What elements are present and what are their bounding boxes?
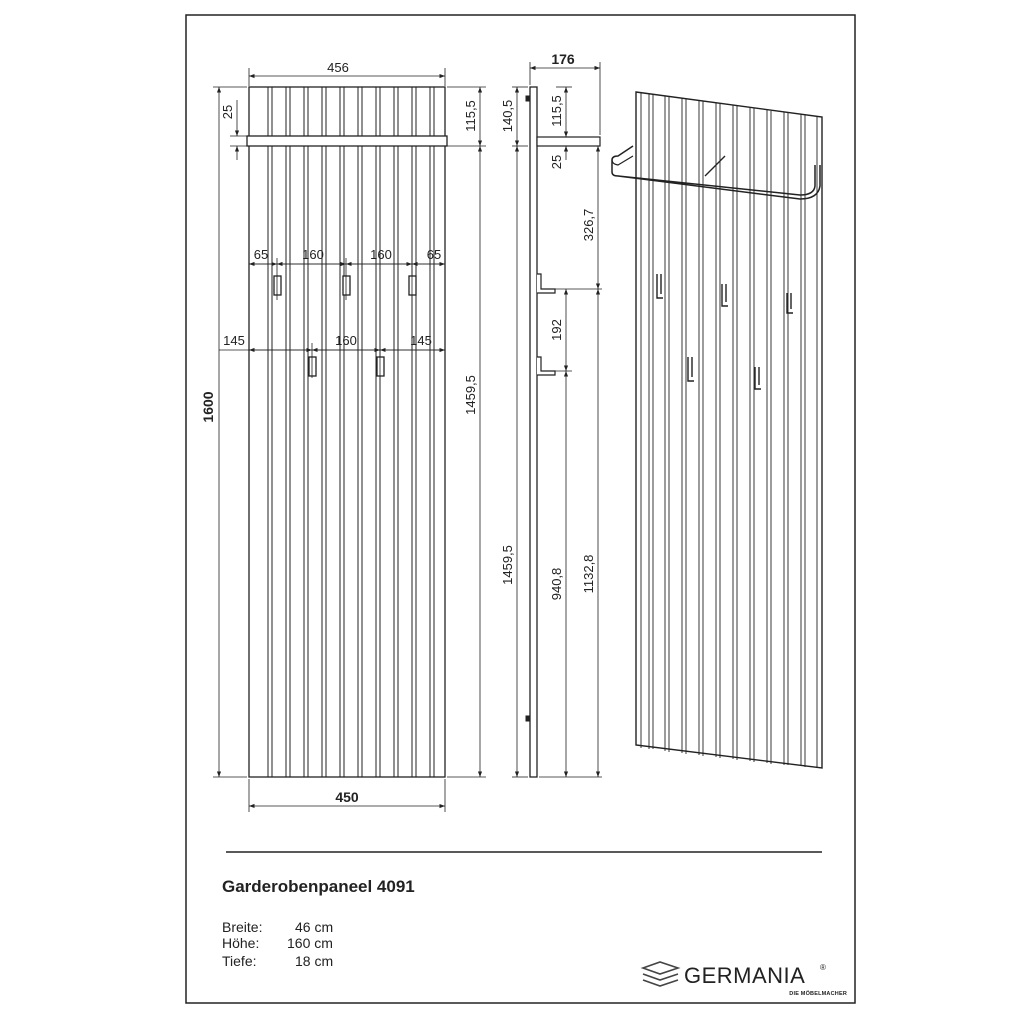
germania-logo — [643, 962, 847, 997]
upper-hooks-left-label: 65 — [253, 247, 269, 262]
side-hook-upper — [537, 274, 555, 293]
front-top-rail — [247, 136, 447, 146]
side-hook-lower — [537, 357, 555, 375]
upper-hooks-gap2-label: 160 — [370, 247, 392, 262]
perspective-panel — [636, 92, 822, 768]
front-bottom-width-label: 450 — [335, 789, 359, 805]
side-wall-clip-bottom — [526, 716, 530, 721]
product-title: Garderobenpaneel 4091 — [222, 877, 415, 896]
side-rail-offset-label: 115,5 — [549, 95, 564, 127]
front-panel-grooves — [268, 87, 434, 777]
front-top-band-label: 25 — [220, 104, 235, 120]
side-panel-profile — [530, 87, 537, 777]
spec-width-label: Breite: — [222, 919, 263, 935]
lower-hooks-left-label: 145 — [223, 333, 245, 348]
spec-depth-value: 18 cm — [295, 953, 334, 969]
side-wall-clip-top — [526, 96, 530, 101]
side-upper-hook-height-label: 1132,8 — [581, 554, 596, 594]
side-lower-hook-height-label: 940,8 — [549, 567, 564, 601]
side-to-upper-hook-label: 326,7 — [581, 208, 596, 242]
front-hook-upper-right — [409, 276, 416, 295]
lower-hooks-right-label: 145 — [410, 333, 432, 348]
front-hook-upper-middle — [343, 276, 350, 295]
upper-hooks-right-label: 65 — [426, 247, 442, 262]
perspective-view — [612, 92, 822, 768]
front-hook-lower-right — [377, 357, 384, 376]
side-top-rail — [537, 137, 600, 146]
germania-logo-registered: ® — [820, 963, 826, 972]
side-rail-height-label: 25 — [549, 154, 564, 170]
front-hook-lower-left — [309, 357, 316, 376]
front-top-width-label: 456 — [327, 60, 349, 75]
front-right-height-label: 1459,5 — [463, 375, 478, 415]
side-top-offset-label: 140,5 — [500, 99, 515, 133]
side-depth-label: 176 — [551, 51, 575, 67]
side-hook-spacing-label: 192 — [549, 319, 564, 341]
side-height-left-label: 1459,5 — [500, 545, 515, 585]
germania-logo-icon — [643, 962, 678, 986]
spec-depth-label: Tiefe: — [222, 953, 257, 969]
front-top-offset-label: 115,5 — [463, 100, 478, 132]
upper-hooks-gap1-label: 160 — [302, 247, 324, 262]
spec-height-label: Höhe: — [222, 935, 260, 951]
front-total-height-label: 1600 — [200, 391, 216, 423]
front-view — [213, 68, 486, 812]
lower-hooks-gap-label: 160 — [335, 333, 357, 348]
germania-logo-tagline: DIE MÖBELMACHER — [789, 991, 847, 997]
germania-logo-name: GERMANIA — [684, 963, 806, 988]
spec-height-value: 160 cm — [287, 935, 333, 951]
spec-width-value: 46 cm — [295, 919, 334, 935]
front-hook-upper-left — [274, 276, 281, 295]
